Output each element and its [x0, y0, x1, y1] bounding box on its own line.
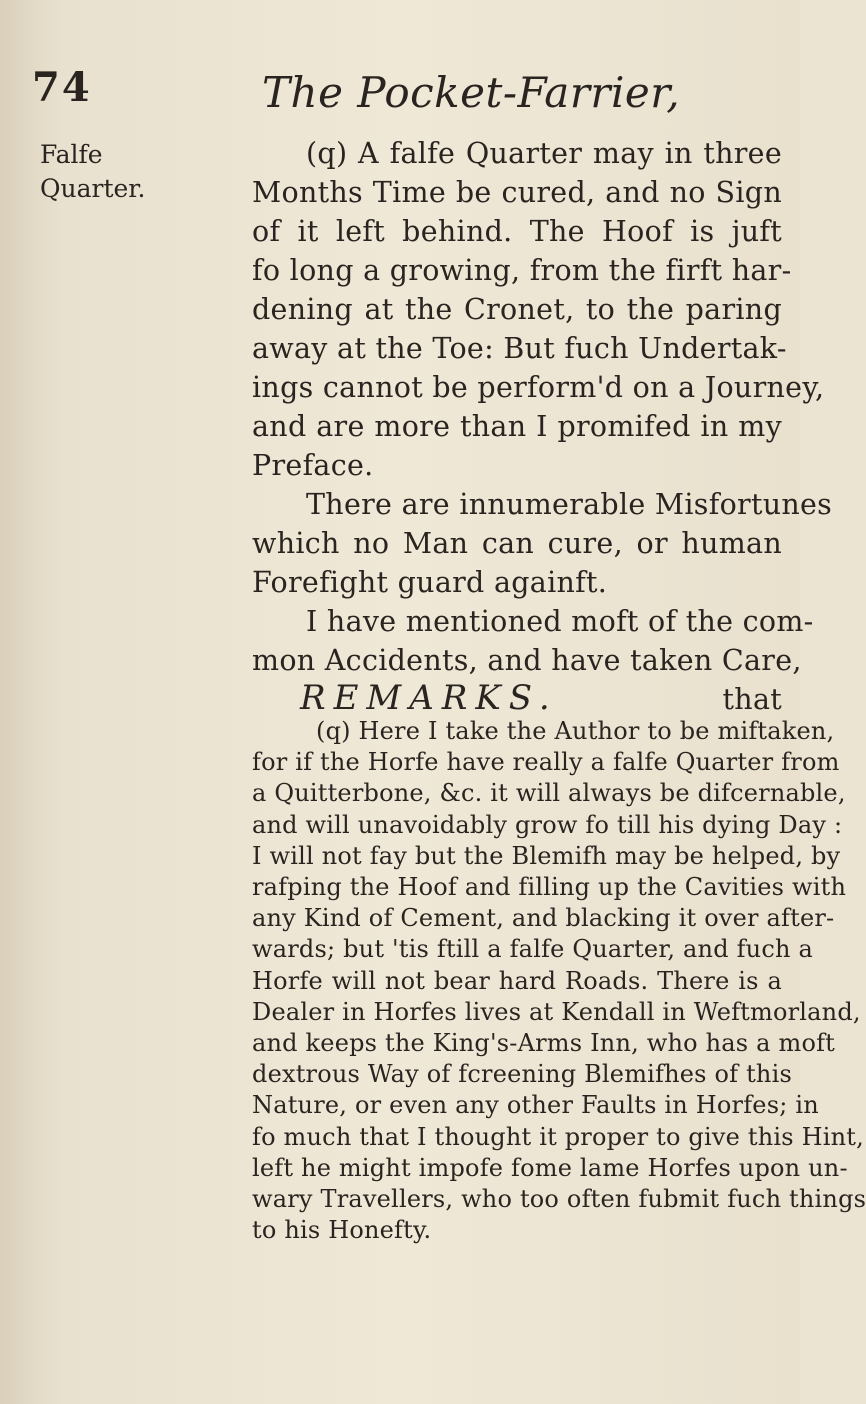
text-line: (q) A falfe Quarter may in three [306, 137, 782, 170]
catchword: that [722, 683, 782, 716]
margin-note-line: Quarter. [40, 174, 146, 203]
remarks-line: Horfe will not bear hard Roads. There is a [252, 966, 782, 995]
main-text [252, 134, 833, 719]
remarks-line: left he might impofe fome lame Horfes upon un- [252, 1153, 848, 1182]
remarks-line: Nature, or even any other Faults in Horfes; in [252, 1091, 819, 1120]
margin-note [40, 138, 145, 206]
remarks-line: Dealer in Horfes lives at Kendall in Weftmorland, [252, 997, 861, 1026]
remarks-line: rafping the Hoof and filling up the Cavities with [252, 873, 847, 902]
text-line: ings cannot be perform'd on a Journey, [252, 371, 825, 404]
remarks-line: wards; but 'tis ftill a falfe Quarter, and fuch a [252, 935, 813, 964]
text-line: and are more than I promifed in my [252, 410, 782, 443]
running-head: The Pocket-Farrier, [262, 68, 681, 117]
text-line: mon Accidents, and have taken Care, [252, 644, 802, 677]
remarks-line: I will not fay but the Blemifh may be helped, by [252, 841, 841, 870]
page-number: 74 [32, 64, 92, 111]
remarks-line: a Quitterbone, &c. it will always be difcernable, [252, 779, 846, 808]
text-line: which no Man can cure, or human [252, 527, 782, 560]
text-line: away at the Toe: But fuch Undertak- [252, 332, 787, 365]
remarks-line: fo much that I thought it proper to give this Hint, [252, 1122, 864, 1151]
text-line: There are innumerable Misfortunes [306, 488, 833, 521]
text-line: of it left behind. The Hoof is juft [252, 215, 782, 248]
remarks-line: any Kind of Cement, and blacking it over after- [252, 904, 835, 933]
remarks-heading: REMARKS. [300, 678, 558, 718]
text-line: Preface. [252, 449, 374, 482]
remarks-text [252, 716, 866, 1246]
remarks-line: (q) Here I take the Author to be miftaken, [316, 717, 835, 745]
remarks-line: to his Honefty. [252, 1216, 432, 1245]
margin-note-line: Falfe [40, 140, 103, 169]
remarks-line: and keeps the King's-Arms Inn, who has a moft [252, 1029, 836, 1058]
remarks-line: and will unavoidably grow fo till his dying Day : [252, 810, 843, 839]
remarks-line: for if the Horfe have really a falfe Quarter from [252, 748, 840, 777]
remarks-line: wary Travellers, who too often fubmit fuch things [252, 1185, 866, 1214]
remarks-line: dextrous Way of fcreening Blemifhes of this [252, 1060, 792, 1089]
text-line: Months Time be cured, and no Sign [252, 176, 782, 209]
text-line: I have mentioned moft of the com- [306, 605, 814, 638]
text-line: Forefight guard againft. [252, 566, 608, 599]
text-line: fo long a growing, from the firft har- [252, 254, 792, 287]
text-line: dening at the Cronet, to the paring [252, 293, 782, 326]
